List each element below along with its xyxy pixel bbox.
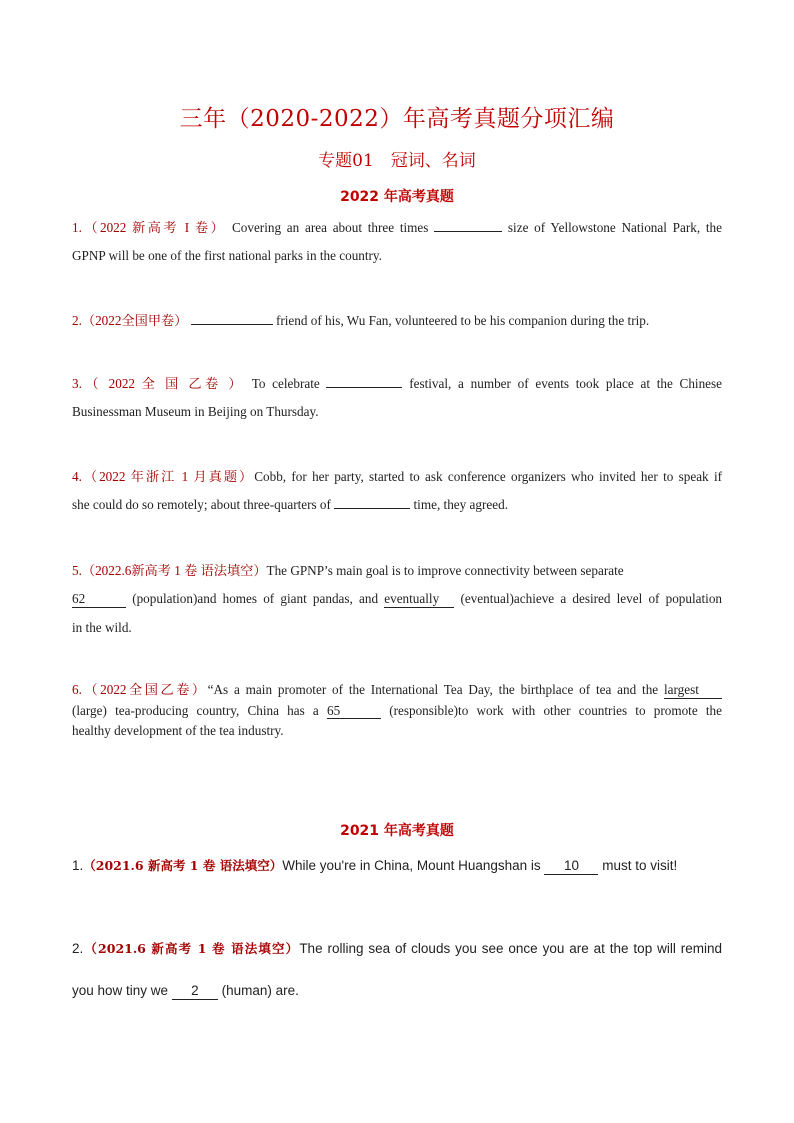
question-2021-2	[72, 939, 722, 1000]
section-heading-2022: 2022 年高考真题	[340, 189, 454, 205]
question-2022-1	[72, 217, 722, 264]
question-number: 2.	[72, 941, 84, 956]
question-source: （2022 新高考 I 卷）	[81, 220, 227, 235]
answer-blank[interactable]: 62	[72, 592, 126, 608]
question-line	[72, 591, 722, 608]
question-2022-3	[72, 373, 722, 420]
question-2022-2	[72, 310, 722, 329]
question-text: While you're in China, Mount Huangshan is	[282, 858, 541, 873]
question-text: friend of his, Wu Fan, volunteered to be his companion during the trip.	[275, 313, 650, 328]
question-line	[72, 939, 722, 957]
section-heading-2021: 2021 年高考真题	[340, 823, 454, 839]
question-text: The rolling sea of clouds you see once you are at the top will remind	[299, 941, 722, 956]
question-text: healthy development of the tea industry.	[72, 723, 284, 739]
answer-blank[interactable]	[334, 508, 410, 509]
question-number: 5.	[72, 563, 82, 578]
question-source: （2022.6新高考 1 卷 语法填空）	[81, 563, 267, 578]
document-title: 三年（2020-2022）年高考真题分项汇编	[179, 106, 615, 132]
answer-blank[interactable]: 65	[327, 704, 381, 720]
answer-blank[interactable]	[326, 387, 402, 388]
question-line	[72, 703, 722, 720]
question-text: GPNP will be one of the first national parks in the country.	[72, 248, 382, 263]
question-text: Covering an area about three times	[231, 220, 429, 235]
question-source: （2022全国乙卷）	[81, 682, 208, 697]
answer-blank[interactable]: largest	[664, 683, 722, 699]
answer-blank[interactable]: 10	[544, 859, 598, 875]
question-text: must to visit!	[602, 858, 678, 873]
question-line	[72, 217, 722, 236]
question-line	[72, 856, 722, 875]
question-number: 3.	[72, 376, 82, 391]
question-source: （2022 年浙江 1 月真题）	[81, 469, 255, 484]
question-line	[72, 983, 722, 1000]
question-number: 6.	[72, 682, 82, 697]
question-line	[72, 497, 722, 513]
question-text: (human) are.	[221, 983, 299, 998]
question-number: 2	[72, 313, 79, 328]
question-number: 1.	[72, 858, 84, 873]
question-text: (responsible)to work with other countries to promote the	[389, 702, 723, 718]
question-text: time, they agreed.	[413, 497, 508, 512]
question-line	[72, 310, 722, 329]
question-source: （ 2022 全 国 乙卷 ）	[81, 376, 245, 391]
question-text: festival, a number of events took place at the Chinese	[409, 376, 723, 391]
question-source: （2021.6 新高考 1 卷 语法填空）	[83, 858, 283, 873]
answer-blank[interactable]	[434, 231, 502, 232]
question-line	[72, 679, 722, 699]
question-text: (population)and homes of giant pandas, and	[132, 591, 379, 606]
question-text: in the wild.	[72, 619, 132, 635]
question-2022-6	[72, 679, 722, 739]
question-text: you how tiny we	[72, 983, 169, 998]
question-text: she could do so remotely; about three-quarters of	[72, 497, 331, 512]
question-2021-1	[72, 856, 722, 875]
question-line	[72, 373, 722, 392]
question-number: 1.	[72, 220, 82, 235]
question-text: (large) tea-producing country, China has a	[72, 702, 319, 718]
question-number: 4.	[72, 469, 82, 484]
question-text: The GPNP’s main goal is to improve connectivity between separate	[266, 563, 624, 578]
document-subtitle: 专题01 冠词、名词	[318, 151, 476, 171]
question-2022-4	[72, 466, 722, 513]
question-text: To celebrate	[251, 376, 320, 391]
question-source: .（2022全国甲卷）	[78, 313, 188, 328]
question-text: “As a main promoter of the International Tea Day, the birthplace of tea and the	[207, 682, 659, 697]
question-2022-5	[72, 560, 722, 636]
question-line	[72, 466, 722, 485]
question-line	[72, 560, 722, 579]
answer-blank[interactable]: eventually	[384, 592, 454, 608]
question-text: size of Yellowstone National Park, the	[507, 220, 722, 235]
question-text: Cobb, for her party, started to ask conference organizers who invited her to speak if	[254, 469, 722, 484]
answer-blank[interactable]	[191, 324, 273, 325]
question-text: Businessman Museum in Beijing on Thursday.	[72, 404, 319, 419]
question-source: （2021.6 新高考 1 卷 语法填空）	[83, 941, 300, 956]
answer-blank[interactable]: 2	[172, 984, 218, 1000]
question-text: (eventual)achieve a desired level of population	[460, 591, 723, 606]
